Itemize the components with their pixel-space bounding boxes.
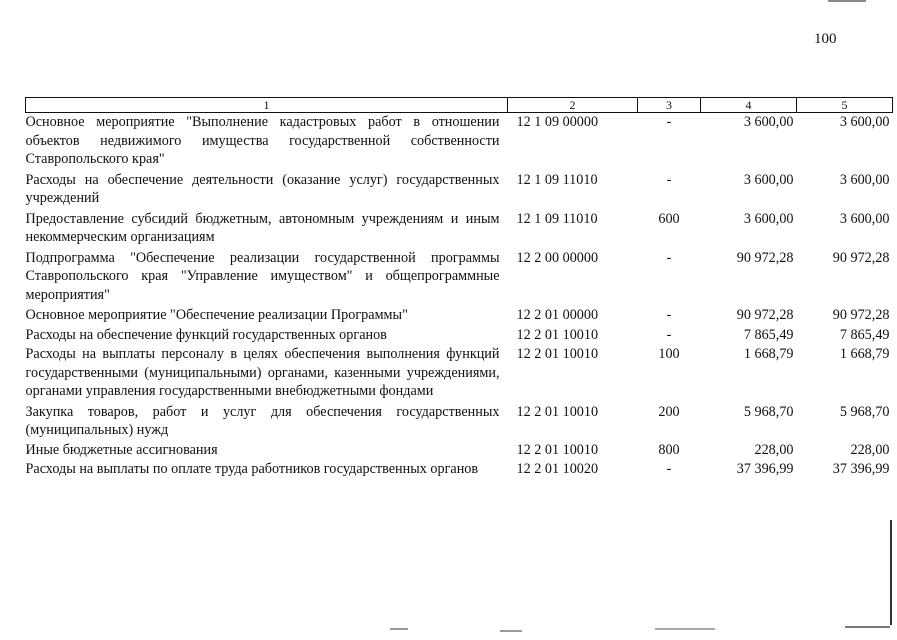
scan-artifact-top-right (828, 0, 866, 2)
row-code: 12 2 00 00000 (516, 249, 599, 266)
row-sum-2: 1 668,79 (839, 346, 890, 362)
row-name: Предоставление субсидий бюджетным, автономным учреждениям и иным некоммерческим организациям (25, 210, 500, 245)
row-sum-1: 5 968,70 (743, 403, 794, 420)
row-code: 12 2 01 10010 (516, 326, 599, 343)
row-code: 12 2 01 00000 (516, 307, 599, 323)
row-expense-type: - (666, 171, 672, 188)
table-row (26, 345, 893, 402)
table-row (26, 209, 893, 248)
column-header-2: 2 (508, 98, 638, 113)
row-expense-type: 600 (658, 210, 680, 227)
row-sum-1: 90 972,28 (736, 307, 794, 323)
row-sum-2: 3 600,00 (839, 210, 890, 227)
row-code: 12 1 09 00000 (516, 114, 599, 130)
table-row (26, 441, 893, 461)
table-header-row (26, 98, 893, 113)
row-sum-1: 228,00 (754, 441, 794, 458)
row-name: Иные бюджетные ассигнования (25, 441, 218, 458)
table-row (26, 248, 893, 306)
table-row (26, 460, 893, 480)
row-expense-type: - (666, 326, 672, 343)
row-name: Расходы на обеспечение функций государственных органов (25, 326, 387, 343)
scan-artifact-bottom-3 (655, 628, 715, 630)
row-code: 12 2 01 10020 (516, 461, 599, 477)
table-row (26, 326, 893, 346)
table-row (26, 170, 893, 209)
row-sum-1: 3 600,00 (743, 114, 794, 130)
row-sum-1: 37 396,99 (736, 461, 794, 477)
row-sum-1: 3 600,00 (743, 171, 794, 188)
row-sum-2: 228,00 (850, 441, 890, 458)
row-sum-2: 37 396,99 (832, 461, 890, 477)
row-sum-1: 1 668,79 (743, 346, 794, 362)
row-code: 12 2 01 10010 (516, 441, 599, 458)
column-header-4: 4 (701, 98, 797, 113)
row-name: Основное мероприятие "Выполнение кадастровых работ в отношении объектов недвижимого имущества государственной собственности Ставропольского края" (25, 114, 500, 167)
budget-table (25, 97, 893, 480)
row-name: Расходы на выплаты персоналу в целях обеспечения выполнения функций государственными (муниципальными) органами, казенными учреждениями, органами управления государственными внебюджетными фондами (25, 346, 500, 399)
row-name: Основное мероприятие "Обеспечение реализации Программы" (25, 307, 408, 323)
row-sum-1: 3 600,00 (743, 210, 794, 227)
row-expense-type: - (666, 307, 672, 323)
row-expense-type: 800 (658, 441, 680, 458)
scan-artifact-bottom-2 (500, 630, 522, 632)
row-sum-2: 90 972,28 (832, 307, 890, 323)
row-expense-type: - (666, 114, 672, 130)
row-code: 12 1 09 11010 (516, 171, 598, 188)
row-sum-2: 5 968,70 (839, 403, 890, 420)
table-row (26, 113, 893, 170)
row-sum-1: 7 865,49 (743, 326, 794, 343)
page-number: 100 (814, 31, 837, 47)
row-sum-1: 90 972,28 (736, 249, 794, 266)
scan-artifact-right-edge (890, 520, 892, 625)
row-code: 12 1 09 11010 (516, 210, 598, 227)
table-row (26, 305, 893, 326)
row-expense-type: - (666, 249, 672, 266)
row-sum-2: 3 600,00 (839, 171, 890, 188)
row-expense-type: 200 (658, 403, 680, 420)
row-name: Подпрограмма "Обеспечение реализации государственной программы Ставропольского края "Управление имуществом" и общепрограммные мероприятия" (25, 249, 500, 303)
row-expense-type: - (666, 461, 672, 477)
row-expense-type: 100 (658, 346, 680, 362)
row-sum-2: 90 972,28 (832, 249, 890, 266)
row-code: 12 2 01 10010 (516, 346, 599, 362)
column-header-5: 5 (797, 98, 893, 113)
column-header-3: 3 (638, 98, 701, 113)
row-name: Расходы на выплаты по оплате труда работников государственных органов (25, 461, 479, 477)
scan-artifact-bottom-4 (845, 626, 890, 628)
column-header-1: 1 (26, 98, 508, 113)
row-sum-2: 7 865,49 (839, 326, 890, 343)
table-row (26, 402, 893, 441)
row-code: 12 2 01 10010 (516, 403, 599, 420)
row-name: Расходы на обеспечение деятельности (оказание услуг) государственных учреждений (25, 171, 500, 206)
row-name: Закупка товаров, работ и услуг для обеспечения государственных (муниципальных) нужд (25, 403, 500, 438)
scan-artifact-bottom-1 (390, 628, 408, 630)
row-sum-2: 3 600,00 (839, 114, 890, 130)
